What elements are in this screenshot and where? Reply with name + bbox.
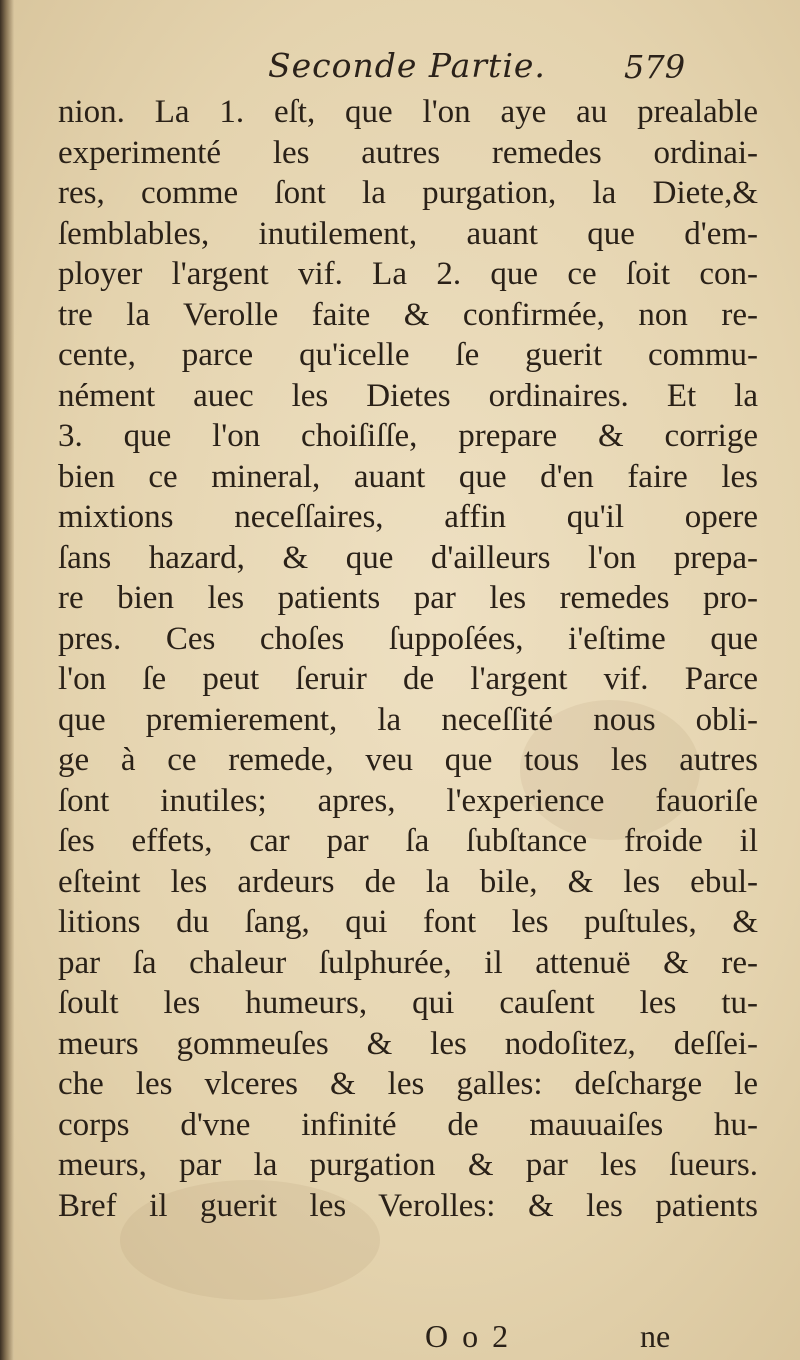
catchword: ne — [640, 1318, 671, 1354]
text-line: re bien les patients par les remedes pro- — [58, 580, 758, 616]
text-line: ſes effets, car par ſa ſubſtance froide il — [58, 823, 758, 859]
text-line: bien ce mineral, auant que d'en faire les — [58, 458, 758, 495]
body-text — [58, 92, 758, 1226]
text-line: mixtions neceſſaires, affin qu'il opere — [58, 499, 758, 535]
text-line: que premierement, la neceſſité nous obli- — [58, 701, 758, 738]
text-line: cente, parce qu'icelle ſe guerit commu- — [58, 337, 758, 373]
text-line: par ſa chaleur ſulphurée, il attenuë & re- — [58, 944, 758, 981]
text-line: res, comme ſont la purgation, la Diete,& — [58, 175, 758, 211]
text-line: litions du ſang, qui font les puſtules, & — [58, 904, 758, 940]
text-line: che les vlceres & les galles: deſcharge le — [58, 1066, 758, 1102]
page-footer — [0, 1318, 800, 1358]
text-line: l'on ſe peut ſeruir de l'argent vif. Parce — [58, 661, 758, 697]
text-line: pres. Ces choſes ſuppoſées, i'eſtime que — [58, 620, 758, 657]
page-header — [0, 42, 800, 92]
text-line: tre la Verolle faite & confirmée, non re- — [58, 296, 758, 333]
page-gutter — [0, 0, 14, 1360]
running-title: Seconde Partie. — [268, 46, 546, 85]
text-line: ployer l'argent vif. La 2. que ce ſoit con- — [58, 256, 758, 292]
text-line: nion. La 1. eſt, que l'on aye au prealable — [58, 94, 758, 130]
text-line: ſont inutiles; apres, l'experience fauoriſe — [58, 782, 758, 819]
text-line: ſans hazard, & que d'ailleurs l'on prepa- — [58, 539, 758, 576]
text-line: meurs, par la purgation & par les ſueurs. — [58, 1147, 758, 1183]
text-line: Bref il guerit les Verolles: & les patients — [58, 1187, 758, 1224]
text-line: ge à ce remede, veu que tous les autres — [58, 742, 758, 778]
text-line: experimenté les autres remedes ordinai- — [58, 134, 758, 171]
text-line: ſemblables, inutilement, auant que d'em- — [58, 215, 758, 252]
text-line: ſoult les humeurs, qui cauſent les tu- — [58, 985, 758, 1021]
page-number: 579 — [624, 48, 686, 86]
signature-mark: O o 2 — [425, 1318, 512, 1354]
text-line: meurs gommeuſes & les nodoſitez, deſſei- — [58, 1025, 758, 1062]
text-line: corps d'vne infinité de mauuaiſes hu- — [58, 1106, 758, 1143]
text-line: nément auec les Dietes ordinaires. Et la — [58, 377, 758, 414]
text-line: eſteint les ardeurs de la bile, & les ebul- — [58, 863, 758, 900]
text-line: 3. que l'on choiſiſſe, prepare & corrige — [58, 418, 758, 454]
